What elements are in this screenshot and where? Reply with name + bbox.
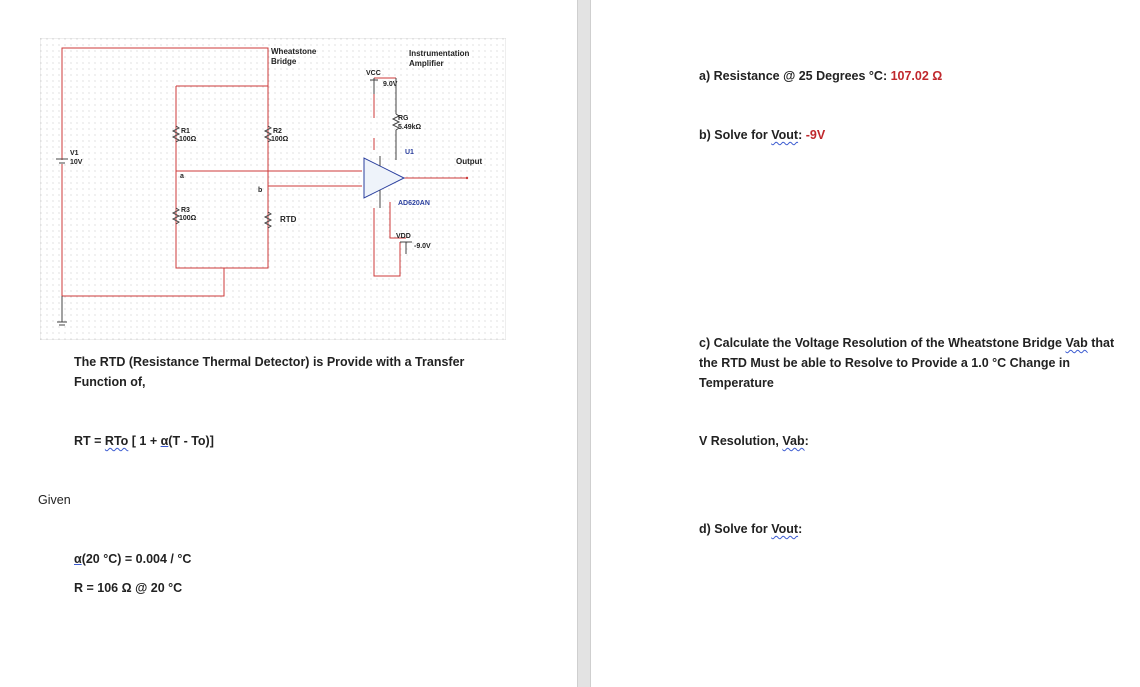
- alpha-value: (20 °C) = 0.004 / °C: [81, 552, 192, 566]
- u1-label: U1: [405, 149, 414, 156]
- node-b-label: b: [258, 187, 263, 194]
- output-label: Output: [456, 157, 483, 166]
- question-c-part2: that the RTD Must be able to Resolve to Provide a 1.0 °C Change in Temperature: [699, 336, 1115, 390]
- amp-label-line2: Amplifier: [409, 59, 444, 68]
- r2-value: 100Ω: [271, 136, 289, 143]
- page-gutter: [577, 0, 591, 687]
- r3-name: R3: [181, 207, 190, 214]
- question-b-label: b) Solve for: [699, 128, 772, 142]
- v-resolution-vab: Vab: [782, 434, 805, 448]
- node-a-label: a: [180, 173, 184, 180]
- question-c: [699, 333, 1119, 393]
- transfer-function-intro: The RTD (Resistance Thermal Detector) is Provide with a Transfer Function of,: [74, 355, 465, 389]
- question-a: [699, 66, 942, 86]
- question-d-vout: Vout: [771, 522, 799, 536]
- question-d-label: d) Solve for: [699, 522, 772, 536]
- vdd-label: VDD: [396, 233, 411, 240]
- document-page-right: [591, 0, 1140, 687]
- formula-rto: RTo: [104, 434, 129, 448]
- question-b: [699, 125, 825, 145]
- question-a-label: a) Resistance @ 25 Degrees °C:: [699, 69, 891, 83]
- question-b-answer: -9V: [805, 128, 826, 142]
- resistance-given: R = 106 Ω @ 20 °C: [74, 581, 183, 595]
- circuit-schematic: [40, 38, 506, 340]
- vdd-value: -9.0V: [414, 243, 431, 250]
- question-b-colon: :: [798, 128, 806, 142]
- v-resolution-colon: :: [804, 434, 809, 448]
- question-c-vab: Vab: [1065, 336, 1088, 350]
- question-a-answer: 107.02 Ω: [890, 69, 943, 83]
- amp-label-line1: Instrumentation: [409, 49, 470, 58]
- formula-end: (T - To)]: [168, 434, 214, 448]
- v-resolution-label: V Resolution,: [699, 434, 783, 448]
- question-c-part1: c) Calculate the Voltage Resolution of the Wheatstone Bridge: [699, 336, 1066, 350]
- wheatstone-label-line2: Bridge: [271, 57, 297, 66]
- r1-value: 100Ω: [179, 136, 197, 143]
- rg-value: 5.49kΩ: [398, 124, 422, 131]
- question-b-vout: Vout: [771, 128, 799, 142]
- part-label: AD620AN: [398, 200, 430, 207]
- r2-name: R2: [273, 128, 282, 135]
- v1-name: V1: [70, 150, 79, 157]
- v1-value: 10V: [70, 159, 83, 166]
- r1-name: R1: [181, 128, 190, 135]
- v-resolution: [699, 431, 809, 451]
- question-d: [699, 519, 802, 539]
- formula-mid: [ 1 +: [128, 434, 161, 448]
- alpha-symbol: α: [74, 552, 82, 566]
- rg-name: RG: [398, 115, 409, 122]
- vcc-label: VCC: [366, 70, 381, 77]
- r3-value: 100Ω: [179, 215, 197, 222]
- vcc-value: 9.0V: [383, 81, 398, 88]
- given-heading: Given: [38, 493, 71, 507]
- wheatstone-label-line1: Wheatstone: [271, 47, 317, 56]
- question-d-colon: :: [798, 522, 803, 536]
- schematic-grid: [40, 38, 506, 340]
- alpha-given: [74, 549, 191, 569]
- rtd-label: RTD: [280, 215, 297, 224]
- formula-prefix: RT =: [74, 434, 105, 448]
- formula-alpha: α: [160, 434, 169, 448]
- output-node: [466, 177, 468, 179]
- transfer-function-formula: [74, 431, 214, 451]
